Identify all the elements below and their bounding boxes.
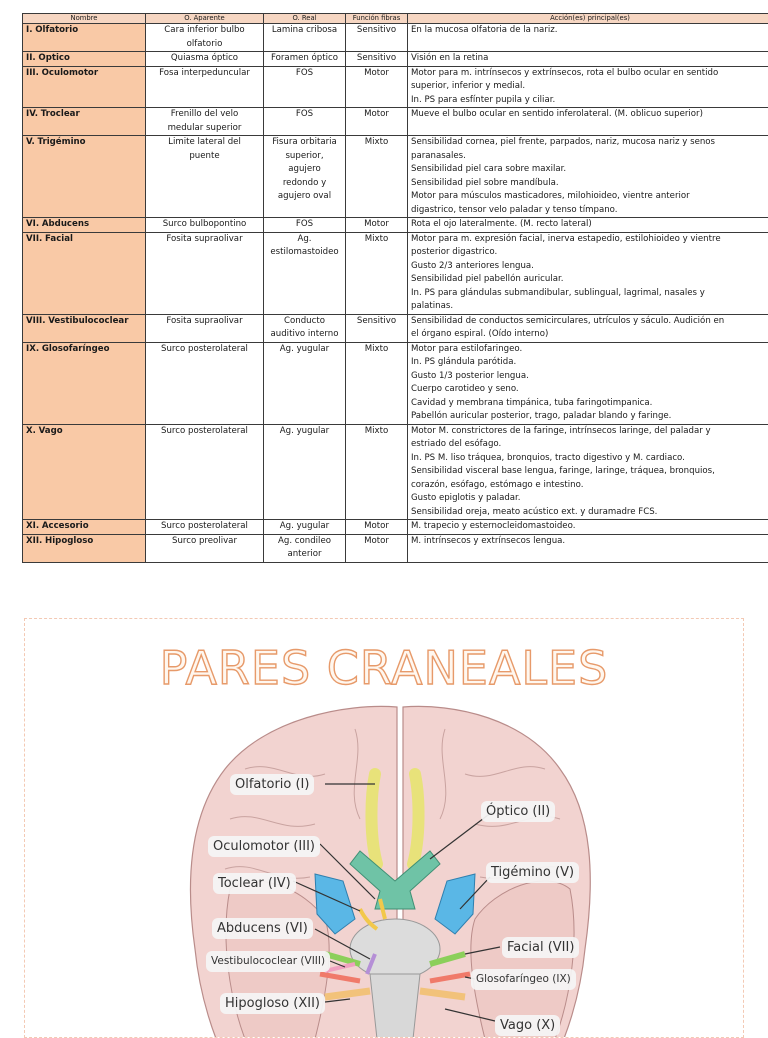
cell-nombre [23, 314, 146, 342]
label-trigemino: Tigémino (V) [486, 862, 579, 883]
table-row [23, 66, 768, 108]
medulla [370, 974, 420, 1038]
cell-accion-line: Mueve el bulbo ocular en sentido inferolateral. (M. oblicuo superior) [411, 108, 768, 122]
cell-origen-real-line: Ag. yugular [267, 425, 342, 439]
cell-accion-line: Gusto epiglotis y paladar. [411, 492, 768, 506]
nerve-number: VII. [26, 234, 42, 244]
cell-accion-line: posterior digastrico. [411, 246, 768, 260]
cell-accion-line: Cavidad y membrana timpánica, tuba faringotimpanica. [411, 397, 768, 411]
cell-accion-line: In. PS glándula parótida. [411, 356, 768, 370]
cell-origen-real [264, 136, 346, 218]
cell-accion-line: Sensibilidad piel pabellón auricular. [411, 273, 768, 287]
nerve-name: Accesorio [42, 521, 89, 531]
cell-origen-real [264, 24, 346, 52]
nerve-name: Hipogloso [45, 536, 93, 546]
table-row [23, 136, 768, 218]
nerve-number: IX. [26, 344, 39, 354]
cell-funcion-fibras: Motor [346, 218, 408, 233]
cell-origen-aparente [146, 108, 264, 136]
cell-accion-line: Motor para m. intrínsecos y extrínsecos, rota el bulbo ocular en sentido [411, 67, 768, 81]
nerve-name: Glosofaríngeo [42, 344, 110, 354]
nerve-number: VIII. [26, 316, 46, 326]
cell-origen-aparente-line: Cara inferior bulbo [149, 24, 260, 38]
cell-nombre [23, 52, 146, 67]
cell-accion-line: Pabellón auricular posterior, trago, paladar blando y faringe. [411, 410, 768, 424]
cell-origen-real-line: Ag. yugular [267, 520, 342, 534]
cell-nombre [23, 136, 146, 218]
nerve-number: VI. [26, 219, 39, 229]
poster-title: PARES CRANEALES [25, 641, 743, 695]
cell-accion-line: M. intrínsecos y extrínsecos lengua. [411, 535, 768, 549]
cell-nombre [23, 520, 146, 535]
cell-accion-line: Motor M. constrictores de la faringe, intrínsecos laringe, del paladar y [411, 425, 768, 439]
cell-origen-real-line: agujero oval [267, 190, 342, 204]
cell-nombre [23, 342, 146, 424]
nerve-name: Abducens [42, 219, 89, 229]
cell-origen-real-line: FOS [267, 108, 342, 122]
cell-accion [408, 52, 768, 67]
nerve-name: Optico [38, 53, 70, 63]
cell-accion-line: Sensibilidad de conductos semicirculares, utrículos y sáculo. Audición en [411, 315, 768, 329]
table-row [23, 108, 768, 136]
cell-accion-line: el órgano espiral. (Oído interno) [411, 328, 768, 342]
cell-funcion-fibras: Motor [346, 520, 408, 535]
cell-origen-aparente-line: medular superior [149, 122, 260, 136]
cell-origen-aparente-line: Fosita supraolivar [149, 315, 260, 329]
cell-funcion-fibras: Mixto [346, 136, 408, 218]
cell-nombre [23, 66, 146, 108]
cranial-nerves-table [22, 13, 768, 563]
cell-accion-line: superior, inferior y medial. [411, 80, 768, 94]
cell-nombre [23, 232, 146, 314]
cell-accion-line: En la mucosa olfatoria de la nariz. [411, 24, 768, 38]
label-optico: Óptico (II) [481, 801, 555, 822]
nerve-number: III. [26, 68, 39, 78]
cell-nombre [23, 218, 146, 233]
cell-origen-real [264, 520, 346, 535]
label-vago: Vago (X) [495, 1015, 560, 1036]
cell-origen-real-line: Conducto [267, 315, 342, 329]
cell-nombre [23, 424, 146, 520]
cell-origen-aparente [146, 232, 264, 314]
cell-accion [408, 108, 768, 136]
label-facial: Facial (VII) [502, 937, 579, 958]
nerve-name: Oculomotor [42, 68, 98, 78]
cranial-nerves-poster [24, 618, 744, 1038]
cell-accion-line: In. PS M. liso tráquea, bronquios, tracto digestivo y M. cardiaco. [411, 452, 768, 466]
cell-funcion-fibras: Motor [346, 66, 408, 108]
cell-origen-real-line: superior, [267, 150, 342, 164]
cell-origen-real-line: Fisura orbitaria [267, 136, 342, 150]
cell-accion [408, 342, 768, 424]
cell-accion-line: palatinas. [411, 300, 768, 314]
table-row [23, 232, 768, 314]
cell-accion-line: Motor para estilofaringeo. [411, 343, 768, 357]
table-row [23, 342, 768, 424]
cell-origen-real [264, 52, 346, 67]
cell-origen-real-line: FOS [267, 67, 342, 81]
cell-origen-real [264, 424, 346, 520]
cell-origen-aparente [146, 66, 264, 108]
cell-accion-line: Cuerpo carotideo y seno. [411, 383, 768, 397]
cell-accion [408, 520, 768, 535]
cell-origen-real [264, 108, 346, 136]
cell-funcion-fibras: Sensitivo [346, 52, 408, 67]
cell-funcion-fibras: Mixto [346, 342, 408, 424]
pons [350, 919, 440, 979]
cell-accion [408, 24, 768, 52]
cell-origen-aparente-line: Fosa interpeduncular [149, 67, 260, 81]
cell-origen-aparente-line: Surco posterolateral [149, 520, 260, 534]
cell-accion-line: Gusto 1/3 posterior lengua. [411, 370, 768, 384]
header-nombre: Nombre [23, 14, 146, 24]
cell-accion [408, 66, 768, 108]
cell-origen-real [264, 232, 346, 314]
cell-funcion-fibras: Mixto [346, 424, 408, 520]
nerve-number: XII. [26, 536, 42, 546]
nerve-number: V. [26, 137, 35, 147]
cell-origen-aparente [146, 534, 264, 562]
cell-origen-aparente [146, 342, 264, 424]
cell-origen-real-line: Foramen óptico [267, 52, 342, 66]
cell-accion-line: digastrico, tensor velo paladar y tenso tímpano. [411, 204, 768, 218]
cell-accion-line: Sensibilidad cornea, piel frente, parpados, nariz, mucosa nariz y senos [411, 136, 768, 150]
cell-origen-real [264, 342, 346, 424]
table-row [23, 52, 768, 67]
cell-origen-aparente [146, 24, 264, 52]
label-troclear: Toclear (IV) [213, 873, 296, 894]
cell-accion-line: Motor para músculos masticadores, milohioideo, vientre anterior [411, 190, 768, 204]
cell-accion-line: Sensibilidad visceral base lengua, faringe, laringe, tráquea, bronquios, [411, 465, 768, 479]
cell-accion [408, 534, 768, 562]
cell-origen-aparente [146, 52, 264, 67]
cell-funcion-fibras: Sensitivo [346, 24, 408, 52]
table-row [23, 24, 768, 52]
cell-origen-real [264, 534, 346, 562]
cell-accion [408, 314, 768, 342]
cell-accion-line: In. PS para esfínter pupila y ciliar. [411, 94, 768, 108]
cell-origen-real-line: FOS [267, 218, 342, 232]
cell-accion-line: Gusto 2/3 anteriores lengua. [411, 260, 768, 274]
cell-accion-line: Sensibilidad piel sobre mandíbula. [411, 177, 768, 191]
table-row [23, 424, 768, 520]
header-origen-aparente: O. Aparente [146, 14, 264, 24]
nerve-name: Vago [39, 426, 63, 436]
nerve-number: II. [26, 53, 36, 63]
cell-accion-line: paranasales. [411, 150, 768, 164]
cell-accion-line: Motor para m. expresión facial, inerva estapedio, estilohioideo y vientre [411, 233, 768, 247]
label-vestibulococlear: Vestibulococlear (VIII) [206, 951, 330, 972]
nerve-number: I. [26, 25, 32, 35]
cell-origen-real-line: estilomastoideo [267, 246, 342, 260]
nerve-name: Facial [45, 234, 73, 244]
cell-origen-aparente [146, 314, 264, 342]
table-row [23, 534, 768, 562]
cell-origen-real-line: anterior [267, 548, 342, 562]
cell-origen-aparente-line: Surco preolivar [149, 535, 260, 549]
cell-funcion-fibras: Sensitivo [346, 314, 408, 342]
cell-accion-line: Rota el ojo lateralmente. (M. recto lateral) [411, 218, 768, 232]
cell-nombre [23, 24, 146, 52]
cell-accion [408, 424, 768, 520]
label-abducens: Abducens (VI) [212, 918, 313, 939]
table-body [23, 24, 768, 563]
cell-origen-real [264, 66, 346, 108]
nerve-name: Vestibulococlear [48, 316, 128, 326]
olfactory-tract-right [413, 774, 419, 864]
cell-nombre [23, 108, 146, 136]
olfactory-tract-left [371, 774, 377, 864]
cell-origen-real-line: Lamina cribosa [267, 24, 342, 38]
brain-illustration [25, 619, 744, 1038]
cell-accion-line: In. PS para glándulas submandibular, sublingual, lagrimal, nasales y [411, 287, 768, 301]
header-origen-real: O. Real [264, 14, 346, 24]
cell-origen-aparente-line: olfatorio [149, 38, 260, 52]
header-funcion-fibras: Función fibras [346, 14, 408, 24]
cell-accion-line: estriado del esófago. [411, 438, 768, 452]
cell-origen-aparente-line: Quiasma óptico [149, 52, 260, 66]
label-hipogloso: Hipogloso (XII) [220, 993, 325, 1014]
cell-origen-real-line: Ag. condileo [267, 535, 342, 549]
cell-accion-line: corazón, esófago, estómago e intestino. [411, 479, 768, 493]
table-header-row [23, 14, 768, 24]
cell-origen-aparente-line: Surco bulbopontino [149, 218, 260, 232]
label-olfatorio: Olfatorio (I) [230, 774, 314, 795]
cell-accion-line: M. trapecio y esternocleidomastoideo. [411, 520, 768, 534]
cell-origen-aparente-line: puente [149, 150, 260, 164]
cell-origen-real-line: agujero [267, 163, 342, 177]
cell-origen-aparente-line: Limite lateral del [149, 136, 260, 150]
cell-accion-line: Sensibilidad oreja, meato acústico ext. y duramadre FCS. [411, 506, 768, 520]
cell-origen-aparente-line: Surco posterolateral [149, 343, 260, 357]
nerve-number: X. [26, 426, 36, 436]
cell-origen-real-line: redondo y [267, 177, 342, 191]
table-row [23, 314, 768, 342]
label-oculomotor: Oculomotor (III) [208, 836, 320, 857]
cell-origen-aparente [146, 218, 264, 233]
cell-nombre [23, 534, 146, 562]
cell-funcion-fibras: Motor [346, 108, 408, 136]
nerve-name: Olfatorio [35, 25, 78, 35]
cell-origen-aparente-line: Surco posterolateral [149, 425, 260, 439]
table-row [23, 218, 768, 233]
cell-funcion-fibras: Mixto [346, 232, 408, 314]
label-glosofaringeo: Glosofaríngeo (IX) [471, 969, 576, 990]
cell-funcion-fibras: Motor [346, 534, 408, 562]
cell-origen-aparente [146, 424, 264, 520]
cell-origen-real-line: auditivo interno [267, 328, 342, 342]
cell-origen-aparente-line: Frenillo del velo [149, 108, 260, 122]
nerve-number: IV. [26, 109, 38, 119]
cell-accion [408, 218, 768, 233]
cell-origen-real [264, 218, 346, 233]
nerve-name: Troclear [41, 109, 80, 119]
cell-accion [408, 232, 768, 314]
cell-origen-real-line: Ag. [267, 233, 342, 247]
table-row [23, 520, 768, 535]
cell-origen-aparente [146, 520, 264, 535]
cell-accion-line: Visión en la retina [411, 52, 768, 66]
header-accion: Acción(es) principal(es) [408, 14, 768, 24]
cell-origen-aparente [146, 136, 264, 218]
cell-accion [408, 136, 768, 218]
cell-accion-line: Sensibilidad piel cara sobre maxilar. [411, 163, 768, 177]
nerve-name: Trigémino [38, 137, 86, 147]
cell-origen-aparente-line: Fosita supraolivar [149, 233, 260, 247]
cell-origen-real-line: Ag. yugular [267, 343, 342, 357]
nerve-number: XI. [26, 521, 39, 531]
cell-origen-real [264, 314, 346, 342]
